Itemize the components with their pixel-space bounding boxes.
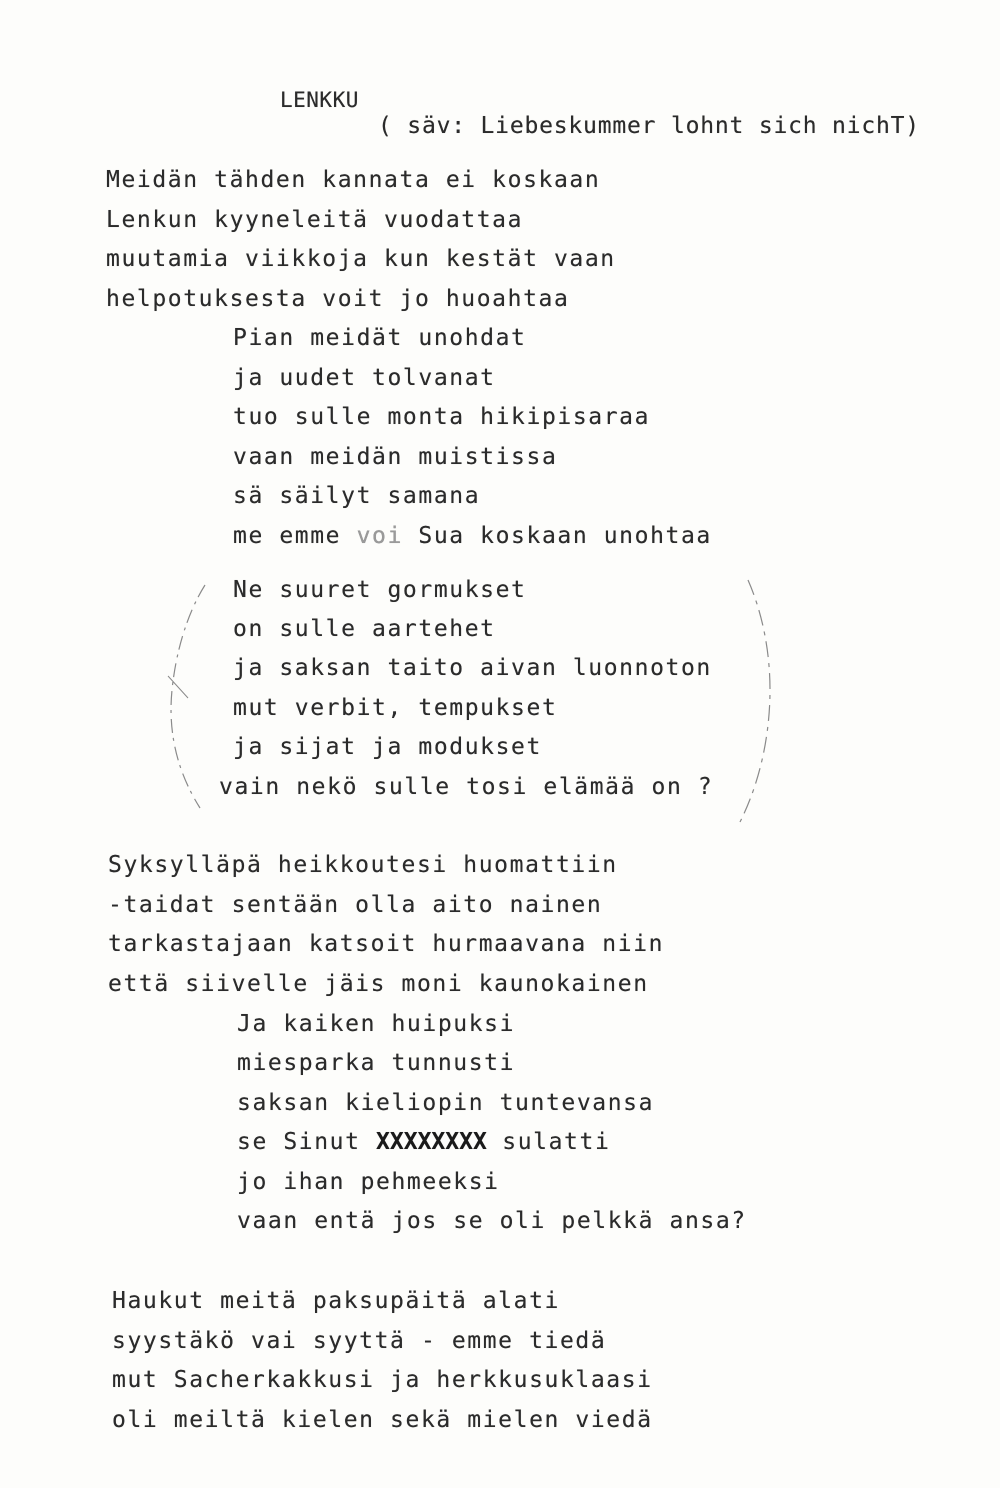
refrain-line: tuo sulle monta hikipisaraa: [233, 404, 651, 430]
verse-line: Lenkun kyyneleitä vuodattaa: [106, 207, 524, 233]
left-bracket-tick: [168, 676, 188, 698]
verse-line: syystäkö vai syyttä - emme tiedä: [112, 1328, 607, 1354]
verse-line: oli meiltä kielen sekä mielen viedä: [112, 1407, 653, 1433]
struck-out-word: XXXXXXXX: [376, 1129, 487, 1155]
refrain-line: jo ihan pehmeeksi: [237, 1169, 500, 1195]
smudged-word: voi: [356, 523, 403, 549]
song-title: LENKKU: [280, 88, 359, 112]
bracketed-line: ja saksan taito aivan luonnoton: [233, 655, 712, 681]
verse-line: helpotuksesta voit jo huoahtaa: [106, 286, 570, 312]
verse-line: Meidän tähden kannata ei koskaan: [106, 167, 601, 193]
refrain-line: vaan entä jos se oli pelkkä ansa?: [237, 1208, 747, 1234]
text-segment: sulatti: [486, 1129, 611, 1155]
refrain-line: ja uudet tolvanat: [233, 365, 496, 391]
refrain-line: sä säilyt samana: [233, 483, 481, 509]
verse-line: mut Sacherkakkusi ja herkkusuklaasi: [112, 1367, 653, 1393]
bracketed-line: Ne suuret gormukset: [233, 577, 527, 603]
left-bracket-mark: [171, 585, 205, 808]
bracketed-line: vain nekö sulle tosi elämää on ?: [219, 774, 714, 800]
text-segment: Sua koskaan unohtaa: [402, 523, 712, 549]
refrain-line: vaan meidän muistissa: [233, 444, 558, 470]
song-subtitle: ( säv: Liebeskummer lohnt sich nichT): [378, 113, 920, 139]
bracketed-line: mut verbit, tempukset: [233, 695, 558, 721]
verse-line: tarkastajaan katsoit hurmaavana niin: [108, 931, 665, 957]
bracketed-line: ja sijat ja modukset: [233, 734, 542, 760]
refrain-line: Ja kaiken huipuksi: [237, 1011, 516, 1037]
verse-line: että siivelle jäis moni kaunokainen: [108, 971, 649, 997]
right-bracket-mark: [740, 580, 770, 822]
refrain-line: Pian meidät unohdat: [233, 325, 527, 351]
refrain-line: miesparka tunnusti: [237, 1050, 516, 1076]
text-segment: me emme: [233, 523, 357, 549]
refrain-line-last: [233, 522, 712, 550]
verse-line: Syksylläpä heikkoutesi huomattiin: [108, 852, 618, 878]
verse-line: -taidat sentään olla aito nainen: [108, 892, 603, 918]
refrain-line-struck: [237, 1128, 610, 1156]
text-segment: se Sinut: [237, 1129, 377, 1155]
refrain-line: saksan kieliopin tuntevansa: [237, 1090, 655, 1116]
verse-line: muutamia viikkoja kun kestät vaan: [106, 246, 616, 272]
verse-line: Haukut meitä paksupäitä alati: [112, 1288, 560, 1314]
bracketed-line: on sulle aartehet: [233, 616, 496, 642]
